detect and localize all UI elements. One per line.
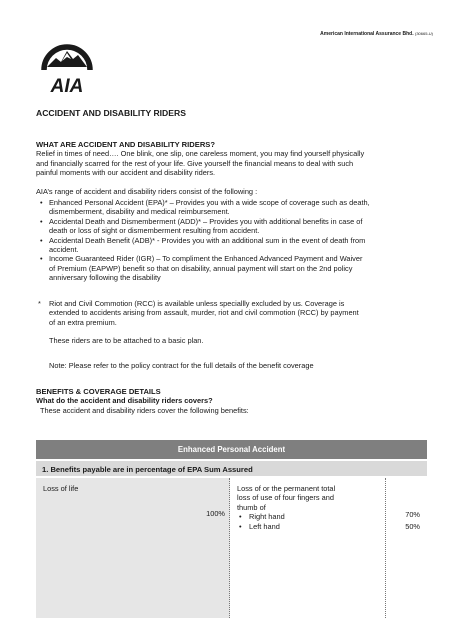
rider-item-adb	[36, 236, 426, 255]
cell-line: Loss of or the permanent total	[237, 484, 336, 493]
attach-note: These riders are to be attached to a basic plan.	[49, 335, 204, 345]
table-header: Enhanced Personal Accident	[36, 440, 427, 459]
rider-line: accident.	[49, 245, 79, 255]
aia-logo	[36, 34, 98, 96]
company-registration: (30665-U)	[414, 31, 433, 36]
hand-item-left: • Left hand	[237, 522, 385, 531]
rider-line: of Premium (EAPWP) benefit so that on disability, annual payment will start on the 2nd policy	[49, 263, 353, 273]
benefits-intro: These accident and disability riders cover the following benefits:	[40, 405, 249, 415]
document-body	[36, 108, 426, 415]
range-intro: AIA’s range of accident and disability riders consist of the following :	[36, 186, 258, 196]
rider-line: anniversary following the disability	[49, 273, 161, 283]
document-title: ACCIDENT AND DISABILITY RIDERS	[36, 108, 186, 118]
table-row	[36, 476, 427, 618]
epa-benefits-table	[36, 440, 427, 618]
rcc-note	[36, 299, 426, 327]
rider-item-epa	[36, 198, 426, 217]
policy-note: Note: Please refer to the policy contract for the full details of the benefit coverage	[49, 361, 314, 371]
cell-line: thumb of	[237, 502, 266, 512]
what-heading: WHAT ARE ACCIDENT AND DISABILITY RIDERS?	[36, 140, 216, 149]
right-hand-percent: 70%	[405, 510, 420, 519]
cell-line: loss of use of four fingers and	[237, 493, 334, 503]
hand-item-right: • Right hand	[237, 512, 385, 521]
rider-item-igr	[36, 254, 426, 282]
rider-item-add	[36, 217, 426, 236]
rider-line: • Accidental Death and Dismemberment (ADD)* – Provides you with additional benefits in case of	[49, 216, 363, 226]
riders-list	[36, 198, 426, 283]
rcc-line: extended to accidents arising from assault, murder, riot and civil commotion (RCC) by payment	[49, 308, 359, 318]
benefits-question: What do the accident and disability riders covers?	[36, 396, 213, 406]
table-subheader: 1. Benefits payable are in percentage of EPA Sum Assured	[36, 459, 427, 476]
cell-hand-values	[385, 478, 427, 618]
company-name-text: American International Assurance Bhd.	[320, 31, 414, 37]
cell-loss-of-life: Loss of life	[36, 478, 192, 618]
rcc-asterisk: *	[38, 298, 41, 308]
rider-line: • Income Guaranteed Rider (IGR) – To compliment the Enhanced Advanced Payment and Waiver	[49, 254, 363, 264]
intro-line: and financially scarred for the rest of your life. Give yourself the financial means to deal with such	[36, 158, 354, 168]
cell-loss-of-life-value	[192, 478, 230, 618]
company-name	[320, 31, 433, 37]
intro-line: painful moments with our accident and disability riders.	[36, 168, 216, 178]
svg-text:AIA: AIA	[50, 76, 84, 96]
rider-line: dismemberment, disability and medical reimbursement.	[49, 207, 230, 217]
rider-line: • Enhanced Personal Accident (EPA)* – Provides you with a wide scope of coverage such as death,	[49, 198, 370, 208]
rider-line: death or loss of sight or dismemberment resulting from accident.	[49, 226, 260, 236]
hand-list	[237, 512, 385, 531]
loss-of-life-percent: 100%	[206, 509, 225, 518]
rider-line: • Accidental Death Benefit (ADB)* - Provides you with an additional sum in the event of death from	[49, 235, 366, 245]
intro-line: Relief in times of need…. One blink, one slip, one careless moment, you may find yourself physically	[36, 149, 365, 159]
left-hand-percent: 50%	[405, 522, 420, 531]
rcc-line: of an extra premium.	[49, 317, 117, 327]
benefits-heading: BENEFITS & COVERAGE DETAILS	[36, 386, 161, 396]
rcc-line: Riot and Civil Commotion (RCC) is available unless speciallly excluded by us. Coverage is	[49, 298, 345, 308]
cell-loss-of-fingers	[230, 478, 385, 618]
